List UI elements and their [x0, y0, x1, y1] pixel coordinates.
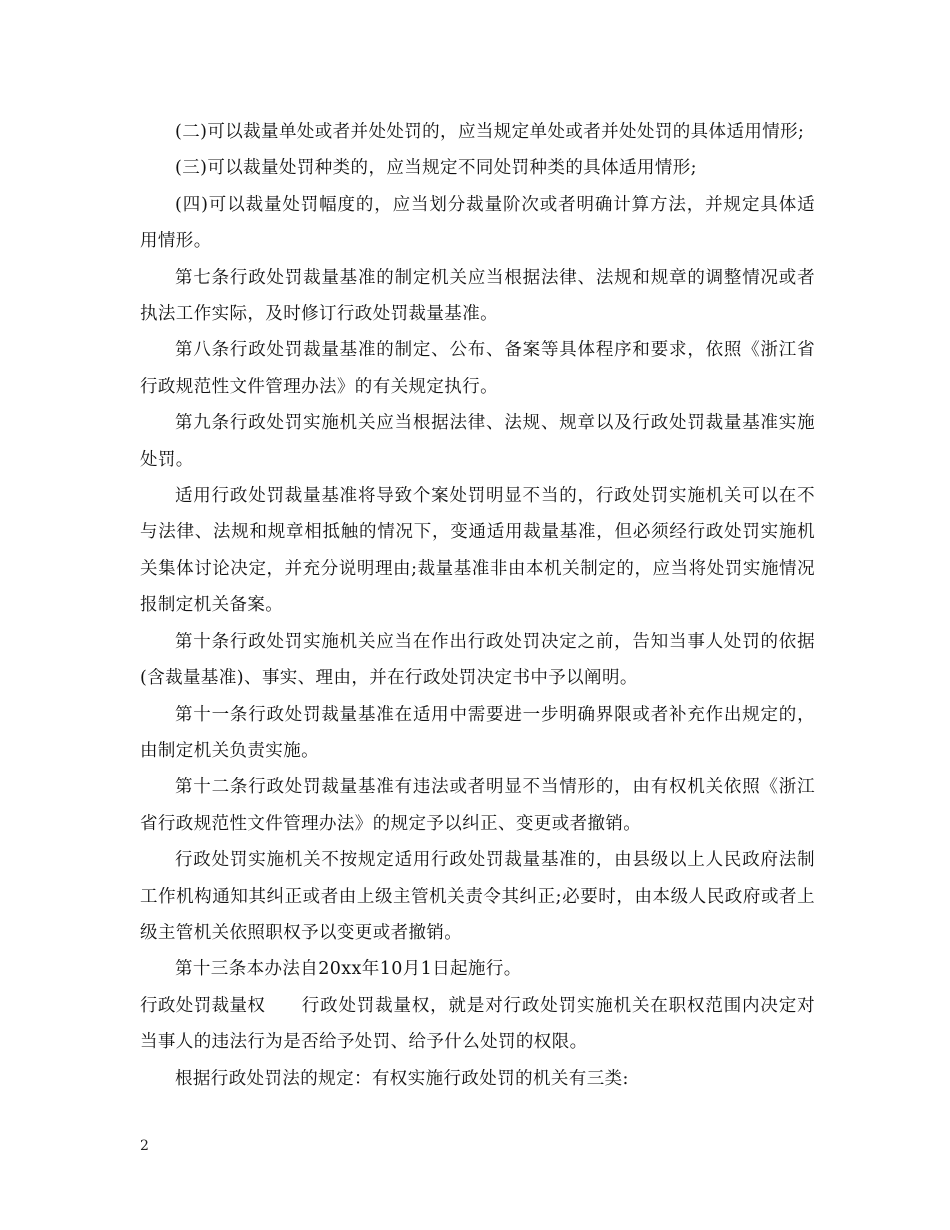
- paragraph-authority-types: 根据行政处罚法的规定：有权实施行政处罚的机关有三类:: [175, 1068, 629, 1089]
- paragraph-article-10: 第十条行政处罚实施机关应当在作出行政处罚决定之前，告知当事人处罚的依据(含裁量基准)、事实、理由，并在行政处罚决定书中予以阐明。: [140, 631, 815, 689]
- document-body: [140, 114, 815, 1097]
- paragraph-clause-3: (三)可以裁量处罚种类的，应当规定不同处罚种类的具体适用情形;: [175, 158, 697, 179]
- paragraph-clause-4: (四)可以裁量处罚幅度的，应当划分裁量阶次或者明确计算方法，并规定具体适用情形。: [140, 194, 815, 252]
- paragraph-article-7: 第七条行政处罚裁量基准的制定机关应当根据法律、法规和规章的调整情况或者执法工作实际，及时修订行政处罚裁量基准。: [140, 267, 815, 325]
- paragraph-article-8: 第八条行政处罚裁量基准的制定、公布、备案等具体程序和要求，依照《浙江省行政规范性文件管理办法》的有关规定执行。: [140, 340, 815, 397]
- paragraph-term-definition: [140, 988, 815, 1061]
- paragraph-article-9-flexible: 适用行政处罚裁量基准将导致个案处罚明显不当的，行政处罚实施机关可以在不与法律、法规和规章相抵触的情况下，变通适用裁量基准，但必须经行政处罚实施机关集体讨论决定，并充分说明理由;裁量基准非由本机关制定的，应当将处罚实施情况报制定机关备案。: [140, 486, 815, 616]
- paragraph-article-13: 第十三条本办法自20xx年10月1日起施行。: [175, 959, 522, 980]
- term-definition-text: 行政处罚裁量权，就是对行政处罚实施机关在职权范围内决定对当事人的违法行为是否给予处罚、给予什么处罚的权限。: [140, 995, 815, 1053]
- page-number: 2: [140, 1138, 149, 1154]
- paragraph-article-12: 第十二条行政处罚裁量基准有违法或者明显不当情形的，由有权机关依照《浙江省行政规范性文件管理办法》的规定予以纠正、变更或者撤销。: [140, 777, 815, 834]
- term-heading: 行政处罚裁量权: [140, 995, 266, 1016]
- paragraph-article-12-correction: 行政处罚实施机关不按规定适用行政处罚裁量基准的，由县级以上人民政府法制工作机构通知其纠正或者由上级主管机关责令其纠正;必要时，由本级人民政府或者上级主管机关依照职权予以变更或者撤销。: [140, 850, 815, 943]
- paragraph-article-9: 第九条行政处罚实施机关应当根据法律、法规、规章以及行政处罚裁量基准实施处罚。: [140, 413, 815, 470]
- paragraph-article-11: 第十一条行政处罚裁量基准在适用中需要进一步明确界限或者补充作出规定的，由制定机关负责实施。: [140, 704, 815, 761]
- paragraph-clause-2: (二)可以裁量单处或者并处处罚的，应当规定单处或者并处处罚的具体适用情形;: [175, 122, 805, 142]
